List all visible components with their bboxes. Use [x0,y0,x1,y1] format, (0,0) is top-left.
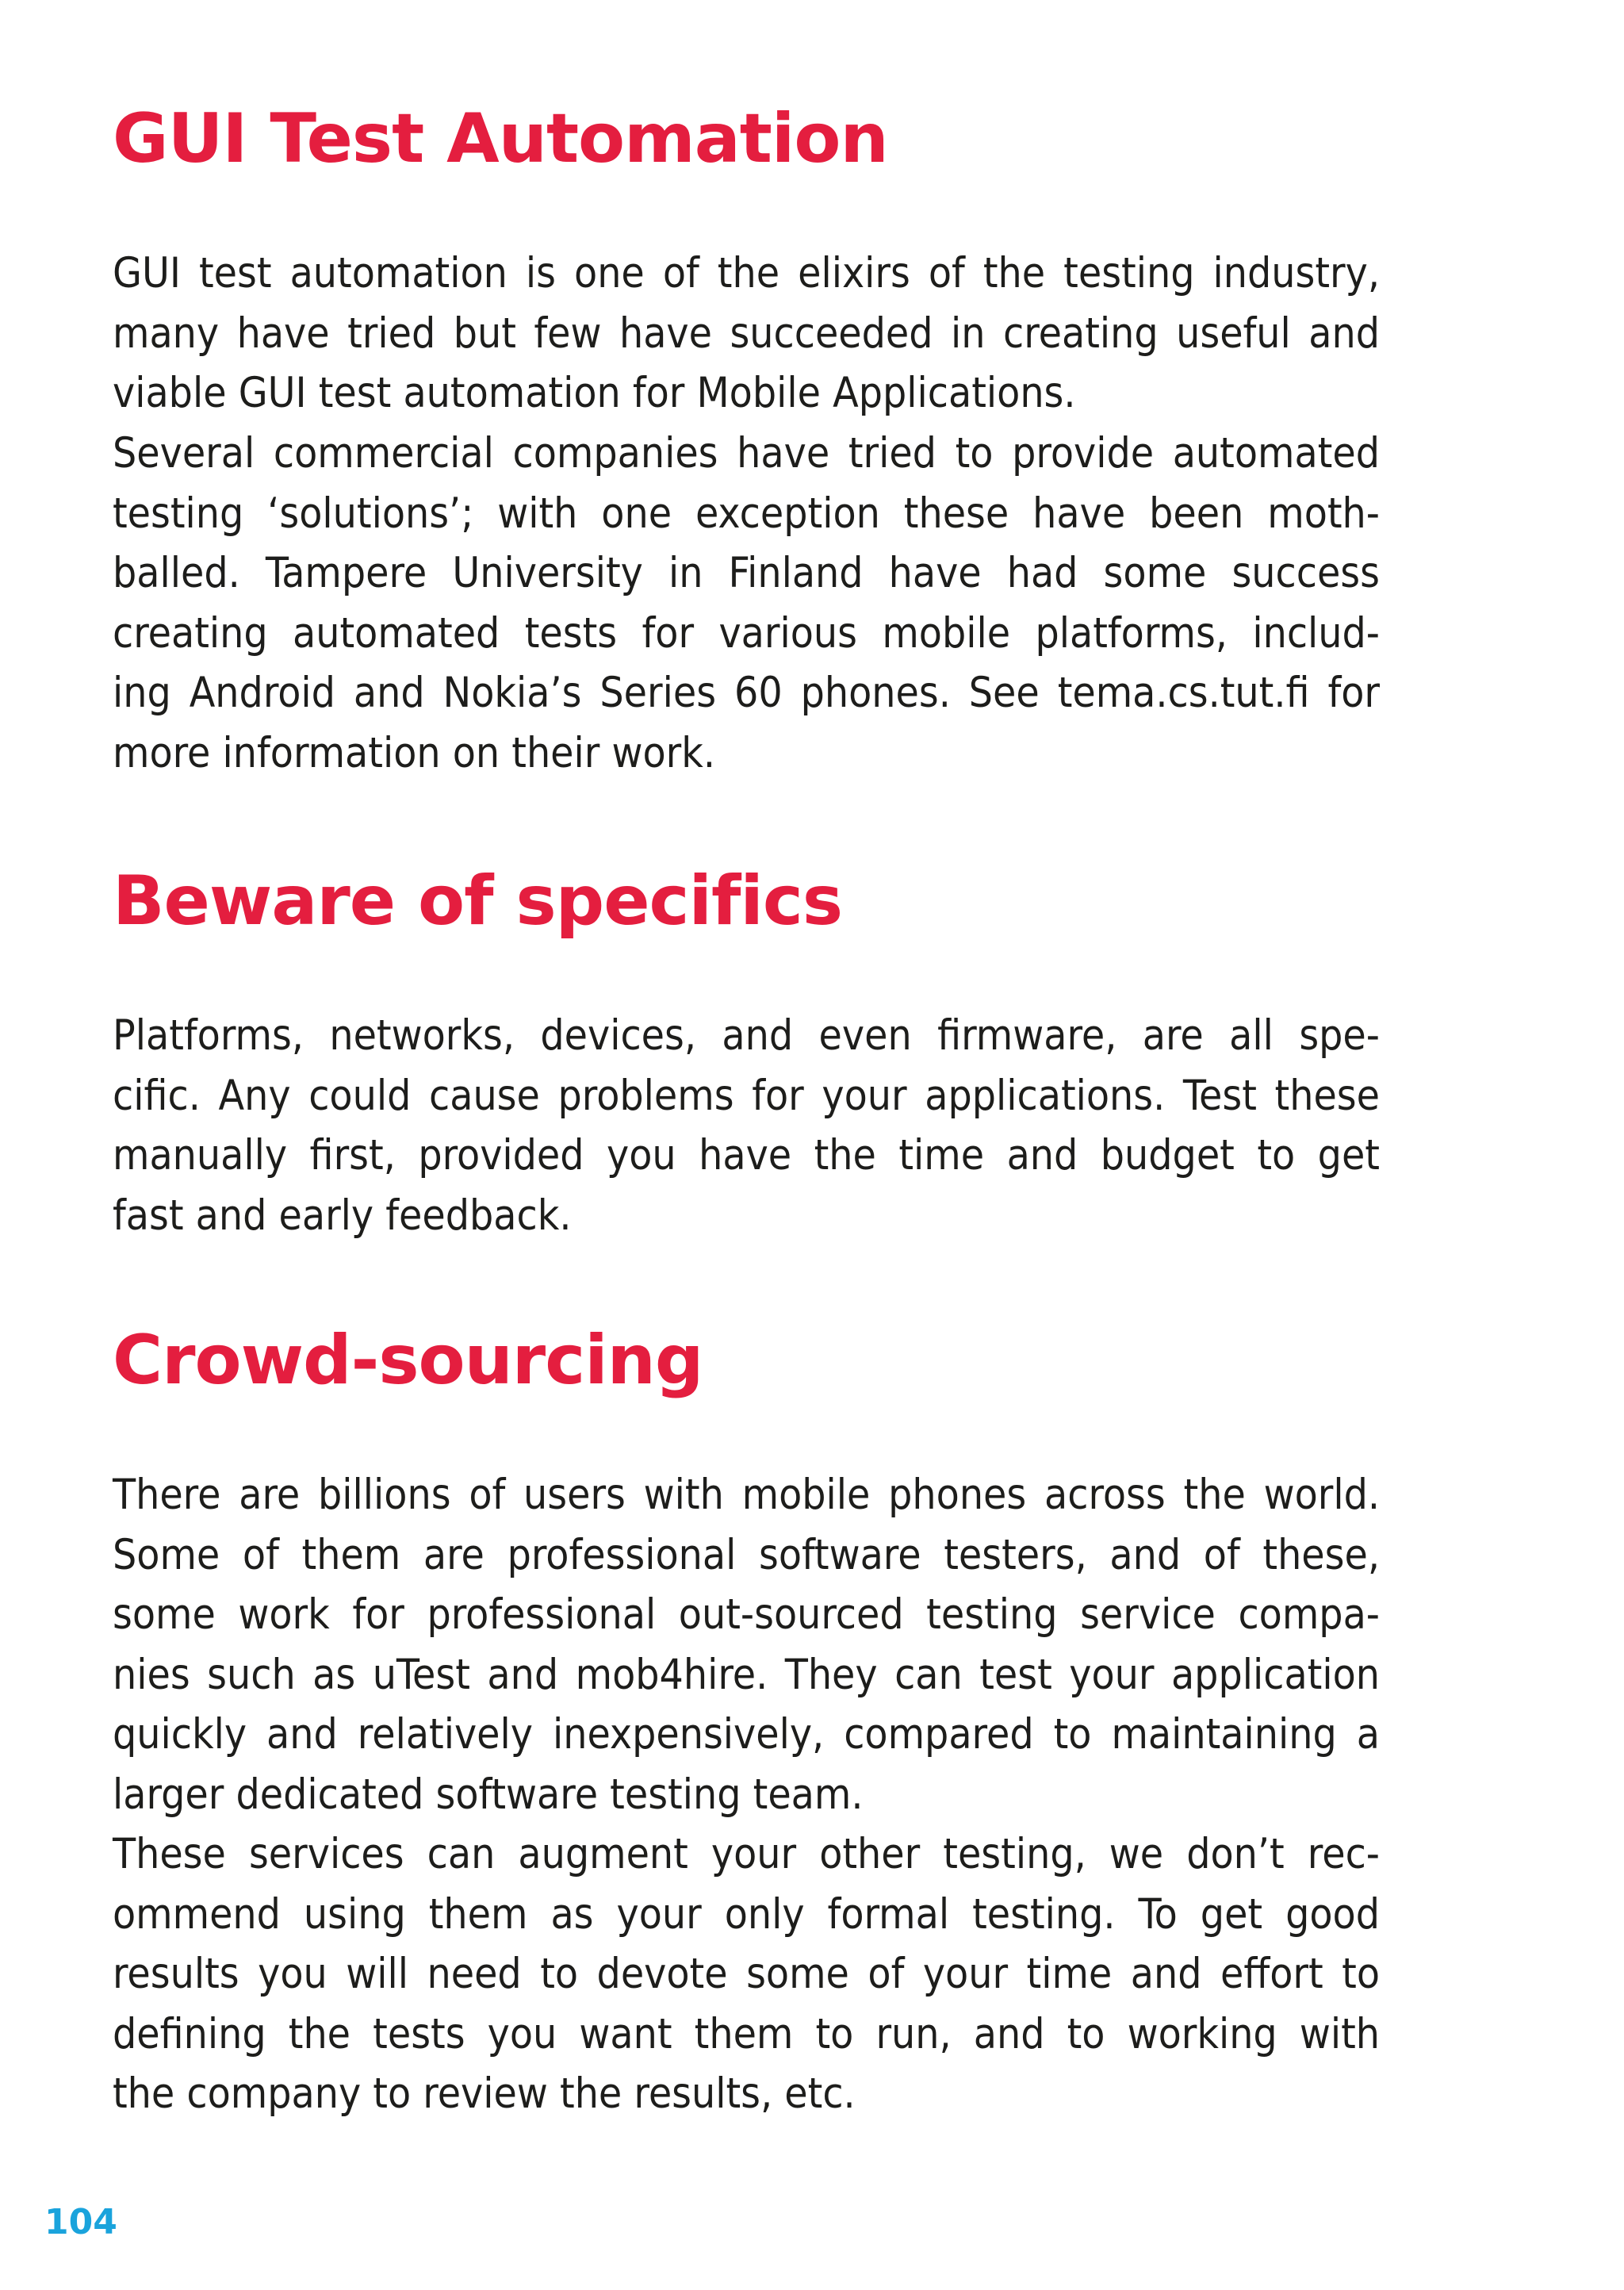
text-line: viable GUI test automation for Mobile Applications. [113,369,1076,417]
text-line: GUI test automation is one of the elixirs of the testing industry, [113,249,1380,297]
text-line: balled. Tampere University in Finland have had some success [113,549,1380,597]
text-line: ing Android and Nokia’s Series 60 phones. See tema.cs.tut.fi for [113,669,1380,717]
section-title-beware-of-specifics: Beware of specifics [113,861,843,941]
text-line: many have tried but few have succeeded in creating useful and [113,309,1380,358]
paragraph-gui-commercial [113,424,1380,783]
text-line: cific. Any could cause problems for your applications. Test these [113,1071,1380,1120]
text-line: manually first, provided you have the time and budget to get [113,1131,1380,1180]
text-line: fast and early feedback. [113,1191,572,1240]
text-line: more information on their work. [113,728,716,777]
text-line: These services can augment your other testing, we don’t rec- [113,1830,1380,1878]
text-line: larger dedicated software testing team. [113,1770,864,1819]
text-line: quickly and relatively inexpensively, compared to maintaining a [113,1710,1380,1759]
text-line: Some of them are professional software testers, and of these, [113,1530,1380,1579]
paragraph-gui-intro [113,244,1380,424]
page-number: 104 [44,2202,117,2242]
paragraph-crowd-intro [113,1465,1380,1824]
text-line: the company to review the results, etc. [113,2069,856,2118]
text-line: There are billions of users with mobile phones across the world. [113,1471,1380,1519]
text-line: creating automated tests for various mobile platforms, includ- [113,608,1380,658]
paragraph-specifics [113,1006,1380,1245]
text-line: results you will need to devote some of your time and effort to [113,1950,1380,1998]
text-line: some work for professional out-sourced testing service compa- [113,1590,1380,1639]
text-line: defining the tests you want them to run, and to working with [113,2009,1380,2058]
text-line: Platforms, networks, devices, and even firmware, are all spe- [113,1011,1380,1060]
text-line: nies such as uTest and mob4hire. They can test your application [113,1650,1380,1699]
section-title-crowd-sourcing: Crowd-sourcing [113,1321,703,1400]
text-line: Several commercial companies have tried to provide automated [113,429,1380,478]
section-title-gui-test-automation: GUI Test Automation [113,99,888,178]
paragraph-crowd-services [113,1824,1380,2124]
text-line: ommend using them as your only formal testing. To get good [113,1889,1380,1939]
text-line: testing ‘solutions’; with one exception these have been moth- [113,489,1380,538]
